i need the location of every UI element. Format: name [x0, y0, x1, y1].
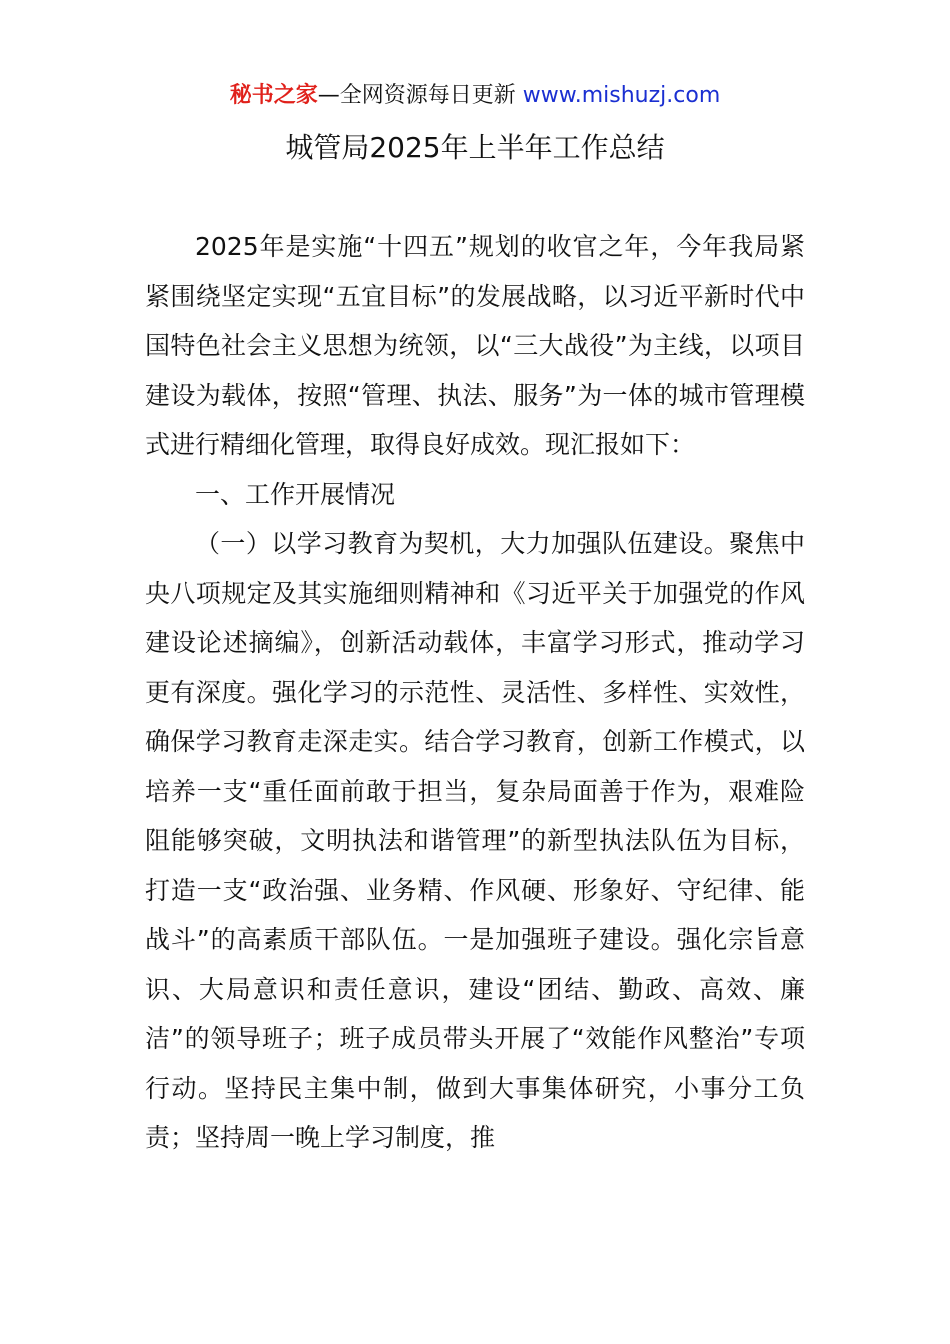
intro-paragraph: 2025年是实施“十四五”规划的收官之年，今年我局紧紧围绕坚定实现“五宜目标”的发展战略，以习近平新时代中国特色社会主义思想为统领，以“三大战役”为主线，以项目建设为载体，按照“管理、执法、服务”为一体的城市管理模式进行精细化管理，取得良好成效。现汇报如下：	[145, 232, 805, 459]
site-url-link[interactable]: www.mishuzj.com	[522, 83, 721, 108]
document-body	[145, 222, 805, 1163]
document-title: 城管局2025年上半年工作总结	[285, 131, 665, 164]
subsection-paragraph: （一）以学习教育为契机，大力加强队伍建设。聚焦中央八项规定及其实施细则精神和《习近平关于加强党的作风建设论述摘编》，创新活动载体，丰富学习形式，推动学习更有深度。强化学习的示范性、灵活性、多样性、实效性，确保学习教育走深走实。结合学习教育，创新工作模式，以培养一支“重任面前敢于担当，复杂局面善于作为，艰难险阻能够突破，文明执法和谐管理”的新型执法队伍为目标，打造一支“政治强、业务精、作风硬、形象好、守纪律、能战斗”的高素质干部队伍。一是加强班子建设。强化宗旨意识、大局意识和责任意识，建设“团结、勤政、高效、廉洁”的领导班子；班子成员带头开展了“效能作风整治”专项行动。坚持民主集中制，做到大事集体研究，小事分工负责；坚持周一晚上学习制度，推	[145, 529, 805, 1152]
site-tagline: —全网资源每日更新	[317, 83, 516, 108]
site-header	[0, 80, 950, 112]
site-brand: 秘书之家	[229, 83, 318, 108]
section-heading: 一、工作开展情况	[195, 479, 396, 509]
